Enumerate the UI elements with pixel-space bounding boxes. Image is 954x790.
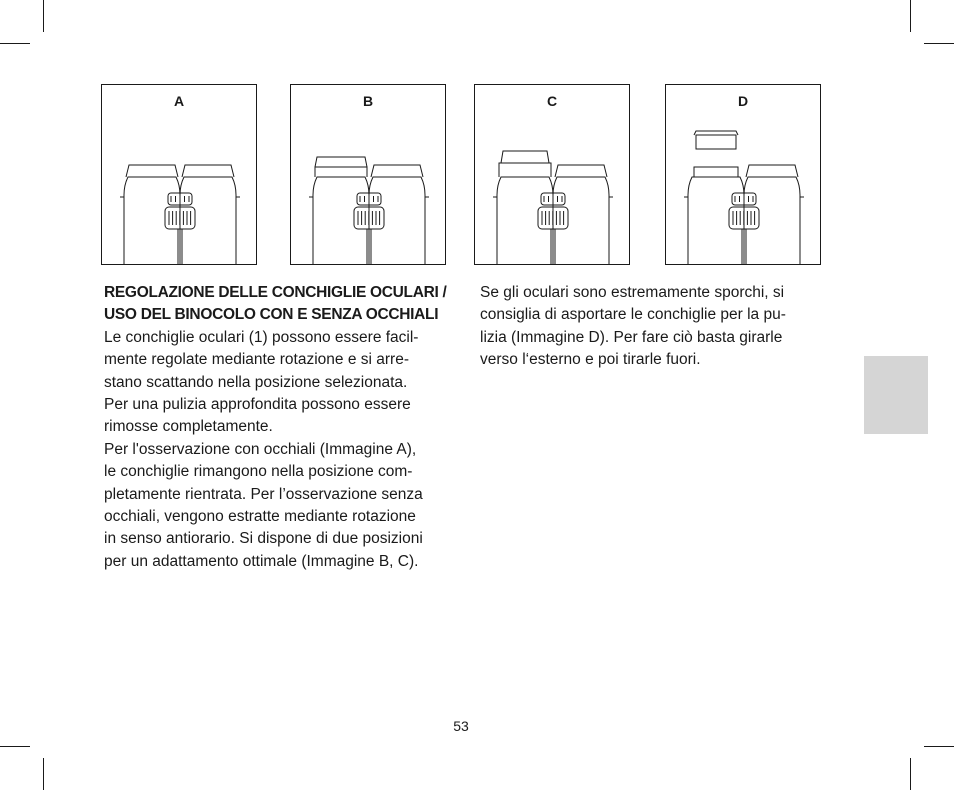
text-line: occhiali, vengono estratte mediante rotazione	[104, 508, 416, 526]
text-line: in senso antiorario. Si dispone di due posizioni	[104, 530, 423, 548]
left-barrel	[313, 177, 369, 265]
heading-line: REGOLAZIONE DELLE CONCHIGLIE OCULARI /	[104, 284, 447, 301]
figure-c	[474, 84, 630, 265]
text-line: Le conchiglie oculari (1) possono essere facil-	[104, 328, 419, 346]
text-line: mente regolate mediante rotazione e si arre-	[104, 351, 409, 369]
text-line: Per l'osservazione con occhiali (Immagine A),	[104, 440, 417, 458]
binocular-illustration	[666, 85, 821, 265]
crop-mark	[910, 758, 911, 790]
crop-mark	[0, 746, 30, 747]
right-barrel	[180, 177, 236, 265]
text-line: stano scattando nella posizione selezionata.	[104, 373, 408, 391]
text-line: lizia (Immagine D). Per fare ciò basta girarle	[480, 328, 783, 346]
text-line: per un adattamento ottimale (Immagine B, C).	[104, 552, 419, 570]
text-line: le conchiglie rimangono nella posizione com-	[104, 463, 413, 481]
eyecup	[126, 165, 178, 177]
heading-line: USO DEL BINOCOLO CON E SENZA OCCHIALI	[104, 306, 439, 324]
text-line: consiglia di asportare le conchiglie per la pu-	[480, 306, 786, 324]
text-line: verso l‘esterno e poi tirarle fuori.	[480, 351, 701, 369]
left-column	[104, 282, 454, 573]
eyecup	[315, 167, 367, 177]
eyecup	[555, 165, 607, 177]
crop-mark	[0, 43, 30, 44]
page-number: 53	[453, 718, 469, 734]
figure-label: A	[173, 93, 185, 109]
left-barrel	[688, 177, 744, 265]
crop-mark	[924, 746, 954, 747]
eyecup	[499, 163, 551, 177]
text-line: pletamente rientrata. Per l’osservazione senza	[104, 485, 423, 503]
left-barrel	[497, 177, 553, 265]
figure-label: C	[546, 93, 558, 109]
text-line: Per una pulizia approfondita possono essere	[104, 396, 411, 414]
figure-label: B	[362, 93, 374, 109]
crop-mark	[43, 0, 44, 32]
body-text	[480, 282, 820, 372]
eyecup	[746, 165, 798, 177]
right-column	[480, 282, 820, 372]
left-barrel	[124, 177, 180, 265]
figure-d	[665, 84, 821, 265]
eyepiece-thread	[694, 167, 738, 177]
chapter-tab	[864, 356, 928, 434]
eyecup-top	[315, 157, 367, 167]
figure-b	[290, 84, 446, 265]
eyecup	[371, 165, 423, 177]
crop-mark	[910, 0, 911, 32]
binocular-illustration	[475, 85, 630, 265]
crop-mark	[924, 43, 954, 44]
right-barrel	[553, 177, 609, 265]
section-heading	[104, 282, 454, 327]
figure-a	[101, 84, 257, 265]
figure-label: D	[737, 93, 749, 109]
body-text	[104, 327, 454, 573]
text-line: rimosse completamente.	[104, 418, 273, 436]
removed-eyecup-rim	[694, 131, 738, 135]
right-barrel	[744, 177, 800, 265]
binocular-illustration	[291, 85, 446, 265]
text-line: Se gli oculari sono estremamente sporchi, si	[480, 284, 785, 301]
removed-eyecup	[696, 135, 736, 149]
binocular-illustration	[102, 85, 257, 265]
eyecup-top	[501, 151, 549, 163]
right-barrel	[369, 177, 425, 265]
eyecup	[182, 165, 234, 177]
crop-mark	[43, 758, 44, 790]
